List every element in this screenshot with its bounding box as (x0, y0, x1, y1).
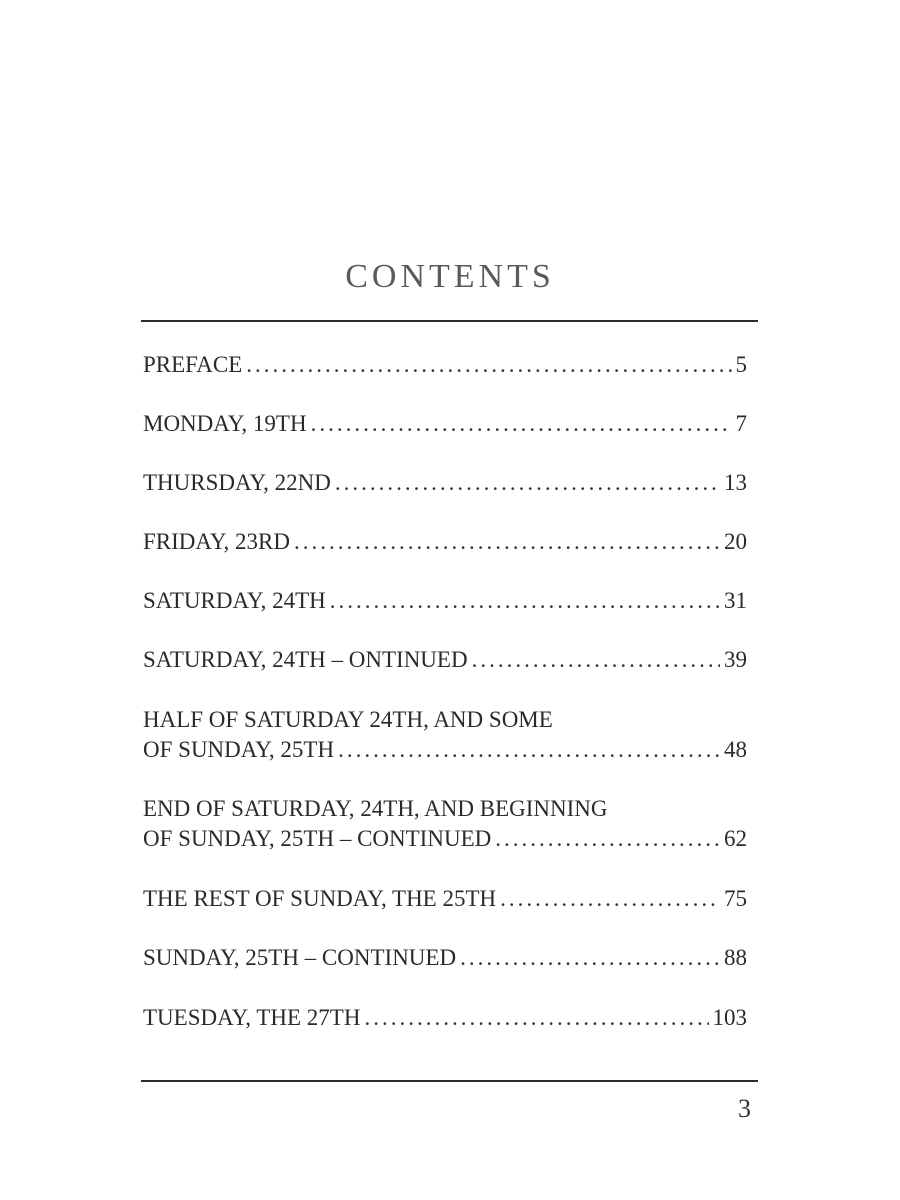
toc-entry[interactable] (143, 409, 747, 439)
toc-entry-page: 75 (724, 886, 747, 911)
dot-leader (294, 527, 720, 557)
toc-entry-title: MONDAY, 19TH (143, 411, 307, 436)
toc-entry-page: 5 (735, 352, 747, 377)
dot-leader (364, 1003, 708, 1033)
contents-heading: CONTENTS (345, 258, 555, 295)
dot-leader (246, 350, 731, 380)
toc-entry-page: 13 (724, 470, 747, 495)
toc-entry-title: THURSDAY, 22ND (143, 470, 331, 495)
toc-entry[interactable] (143, 794, 747, 854)
toc-entry-title: SUNDAY, 25TH – CONTINUED (143, 945, 457, 970)
top-rule (141, 320, 758, 322)
toc-entry-title: PREFACE (143, 352, 243, 377)
toc-entry-title: SATURDAY, 24TH – ONTINUED (143, 647, 468, 672)
toc-entry-title: TUESDAY, THE 27TH (143, 1005, 361, 1030)
dot-leader (311, 409, 732, 439)
toc-entry[interactable] (143, 705, 747, 765)
toc-entry-title: SATURDAY, 24TH (143, 588, 326, 613)
toc-entry-page: 31 (724, 588, 747, 613)
toc-entry-page: 103 (712, 1005, 747, 1030)
toc-entry-title-line1: END OF SATURDAY, 24TH, AND BEGINNING (143, 796, 608, 821)
toc-entry[interactable] (143, 468, 747, 498)
toc-entry[interactable] (143, 527, 747, 557)
toc-entry-page: 88 (724, 945, 747, 970)
dot-leader (335, 468, 720, 498)
bottom-rule (141, 1080, 758, 1082)
toc-entry-page: 62 (724, 826, 747, 851)
dot-leader (338, 735, 720, 765)
toc-entry-page: 48 (724, 737, 747, 762)
dot-leader (495, 824, 720, 854)
dot-leader (460, 943, 720, 973)
toc-entry-page: 7 (735, 411, 747, 436)
page-number: 3 (738, 1094, 751, 1123)
dot-leader (500, 884, 720, 914)
toc-entry-title: OF SUNDAY, 25TH – CONTINUED (143, 826, 492, 851)
dot-leader (330, 586, 720, 616)
toc-entry-title: OF SUNDAY, 25TH (143, 737, 335, 762)
toc-entry-page: 20 (724, 529, 747, 554)
toc-entry[interactable] (143, 1003, 747, 1033)
toc-entry-title-line1: HALF OF SATURDAY 24TH, AND SOME (143, 707, 553, 732)
toc-entry[interactable] (143, 884, 747, 914)
toc-entry[interactable] (143, 943, 747, 973)
toc-entry-title: THE REST OF SUNDAY, THE 25TH (143, 886, 497, 911)
toc-entry[interactable] (143, 645, 747, 675)
toc-entry[interactable] (143, 350, 747, 380)
toc-entry-title: FRIDAY, 23RD (143, 529, 290, 554)
dot-leader (472, 645, 720, 675)
toc-entry[interactable] (143, 586, 747, 616)
toc-entry-page: 39 (724, 647, 747, 672)
